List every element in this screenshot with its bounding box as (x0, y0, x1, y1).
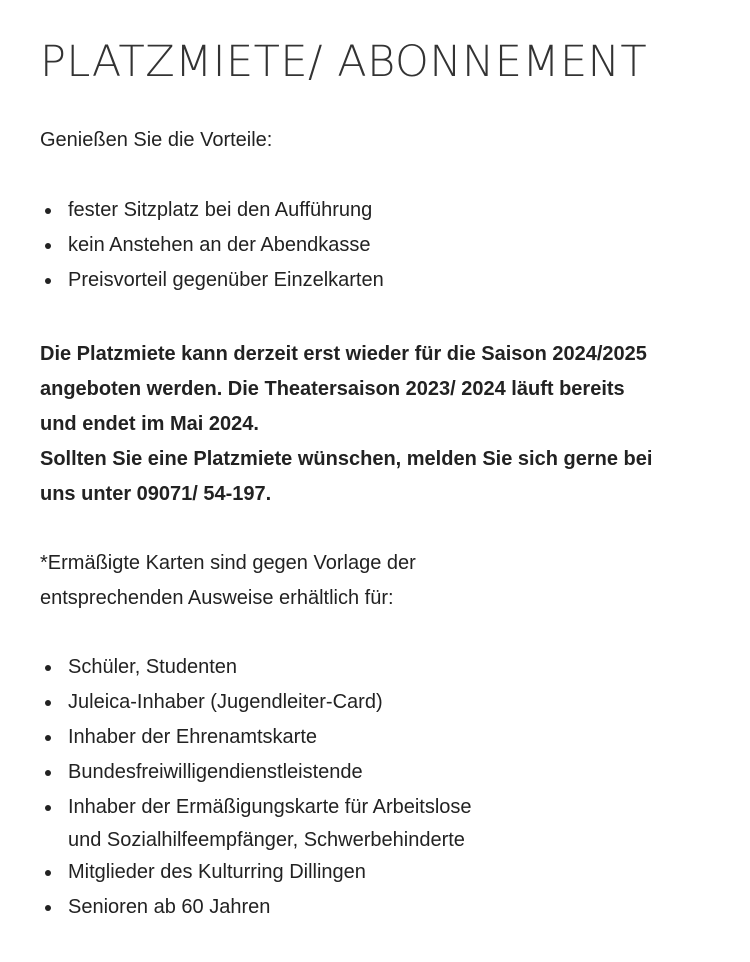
list-item: Juleica-Inhaber (Jugendleiter-Card) (40, 685, 472, 720)
notice-line: Die Platzmiete kann derzeit erst wieder für die Saison 2024/2025 (40, 343, 647, 365)
notice-line: und endet im Mai 2024. (40, 413, 259, 435)
list-item: Bundesfreiwilligendienstleistende (40, 755, 472, 790)
list-item-text: Inhaber der Ermäßigungskarte für Arbeitslose (68, 796, 472, 818)
list-item: Schüler, Studenten (40, 650, 472, 685)
discount-note-line: *Ermäßigte Karten sind gegen Vorlage der (40, 552, 416, 574)
list-item (40, 790, 472, 855)
list-item: Mitglieder des Kulturring Dillingen (40, 855, 472, 890)
list-item-continuation: und Sozialhilfeempfänger, Schwerbehinderte (68, 829, 465, 851)
benefits-list (40, 193, 384, 298)
list-item: Preisvorteil gegenüber Einzelkarten (40, 263, 384, 298)
discount-note-line: entsprechenden Ausweise erhältlich für: (40, 587, 394, 609)
discount-note (40, 546, 416, 616)
notice-line: Sollten Sie eine Platzmiete wünschen, melden Sie sich gerne bei (40, 448, 653, 470)
list-item: fester Sitzplatz bei den Aufführung (40, 193, 384, 228)
page-title: PLATZMIETE/ ABONNEMENT (40, 37, 648, 87)
list-item: kein Anstehen an der Abendkasse (40, 228, 384, 263)
intro-text: Genießen Sie die Vorteile: (40, 129, 273, 151)
eligible-list (40, 650, 472, 925)
notice-line: angeboten werden. Die Theatersaison 2023/ 2024 läuft bereits (40, 378, 625, 400)
list-item: Senioren ab 60 Jahren (40, 890, 472, 925)
list-item: Inhaber der Ehrenamtskarte (40, 720, 472, 755)
season-notice (40, 337, 740, 512)
notice-line: uns unter 09071/ 54-197. (40, 483, 272, 505)
